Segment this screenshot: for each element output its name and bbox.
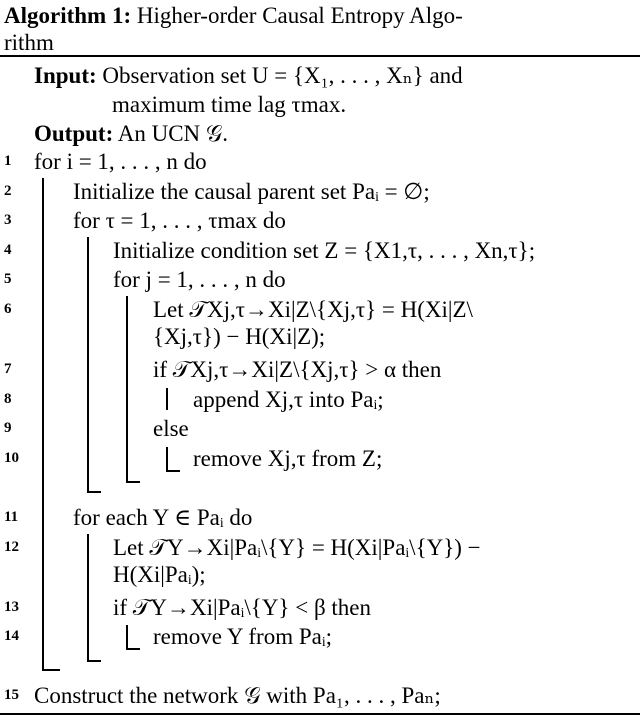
scope-bar-loop-j xyxy=(126,296,128,482)
algo-line-3: for τ = 1, . . . , τmax do xyxy=(73,208,286,233)
input-line xyxy=(34,62,463,89)
scope-end-loop-tau xyxy=(87,491,101,493)
algo-line-13: if 𝒯Y→Xi|Paᵢ\{Y} < β then xyxy=(113,595,371,620)
input-label: Input: xyxy=(34,63,97,88)
line-number-14: 14 xyxy=(4,628,19,644)
algo-line-5: for j = 1, . . . , n do xyxy=(113,267,286,292)
algo-line-12: Let 𝒯Y→Xi|Paᵢ\{Y} = H(Xi|Paᵢ\{Y}) − H(Xi|Paᵢ); xyxy=(113,535,481,587)
algo-line-2: Initialize the causal parent set Paᵢ = ∅; xyxy=(73,179,430,204)
line-number-3: 3 xyxy=(4,212,12,228)
line-number-7: 7 xyxy=(4,361,12,377)
line-number-4: 4 xyxy=(4,242,12,258)
scope-bar-loop-tau xyxy=(87,237,89,492)
scope-end-loop-j xyxy=(126,481,140,483)
algo-line-6: Let 𝒯Xj,τ→Xi|Z\{Xj,τ} = H(Xi|Z\{Xj,τ}) − H(Xi|Z); xyxy=(153,297,473,349)
line-number-2: 2 xyxy=(4,183,12,199)
bottom-rule xyxy=(0,713,640,715)
input-line-2: maximum time lag τmax. xyxy=(112,92,347,117)
line-number-12: 12 xyxy=(4,539,19,555)
algorithm-title xyxy=(4,2,624,56)
algo-line-11: for each Y ∈ Paᵢ do xyxy=(73,505,253,530)
line-number-6: 6 xyxy=(4,301,12,317)
output-text: An UCN 𝒢. xyxy=(117,121,229,146)
scope-bar-loop-y xyxy=(87,534,89,661)
scope-bar-if-then xyxy=(166,388,168,410)
line-number-8: 8 xyxy=(4,391,12,407)
algo-line-14: remove Y from Paᵢ; xyxy=(153,624,332,649)
line-number-15: 15 xyxy=(4,687,19,703)
algo-line-9: else xyxy=(153,416,189,441)
line-number-10: 10 xyxy=(4,450,19,466)
output-line xyxy=(34,120,228,147)
scope-bar-else xyxy=(166,447,168,471)
algo-line-10: remove Xj,τ from Z; xyxy=(193,446,383,471)
line-number-9: 9 xyxy=(4,420,12,436)
scope-bar-if-y xyxy=(126,625,128,649)
scope-bar-loop-i xyxy=(42,178,44,670)
algo-line-4: Initialize condition set Z = {X1,τ, . . . , Xn,τ}; xyxy=(113,238,536,263)
algo-line-1: for i = 1, . . . , n do xyxy=(34,149,207,174)
input-text-1: Observation set U = {X₁, . . . , Xₙ} and xyxy=(102,63,463,88)
scope-end-loop-i xyxy=(42,669,60,671)
line-number-11: 11 xyxy=(4,509,19,525)
algo-line-8: append Xj,τ into Paᵢ; xyxy=(193,387,384,412)
scope-end-else xyxy=(166,470,180,472)
algorithm-label: Algorithm 1: xyxy=(4,3,132,28)
algo-line-7: if 𝒯Xj,τ→Xi|Z\{Xj,τ} > α then xyxy=(153,357,442,382)
algo-line-15: Construct the network 𝒢 with Pa₁, . . . , Paₙ; xyxy=(34,683,441,708)
algorithm-title-line1: Higher-order Causal Entropy Algo- xyxy=(136,3,463,28)
scope-end-loop-y xyxy=(87,660,101,662)
line-number-5: 5 xyxy=(4,271,12,287)
line-number-13: 13 xyxy=(4,599,19,615)
output-label: Output: xyxy=(34,121,114,146)
scope-end-if-y xyxy=(126,648,140,650)
top-rule xyxy=(0,55,640,57)
line-number-1: 1 xyxy=(4,153,12,169)
algorithm-title-line2: rithm xyxy=(4,30,54,55)
